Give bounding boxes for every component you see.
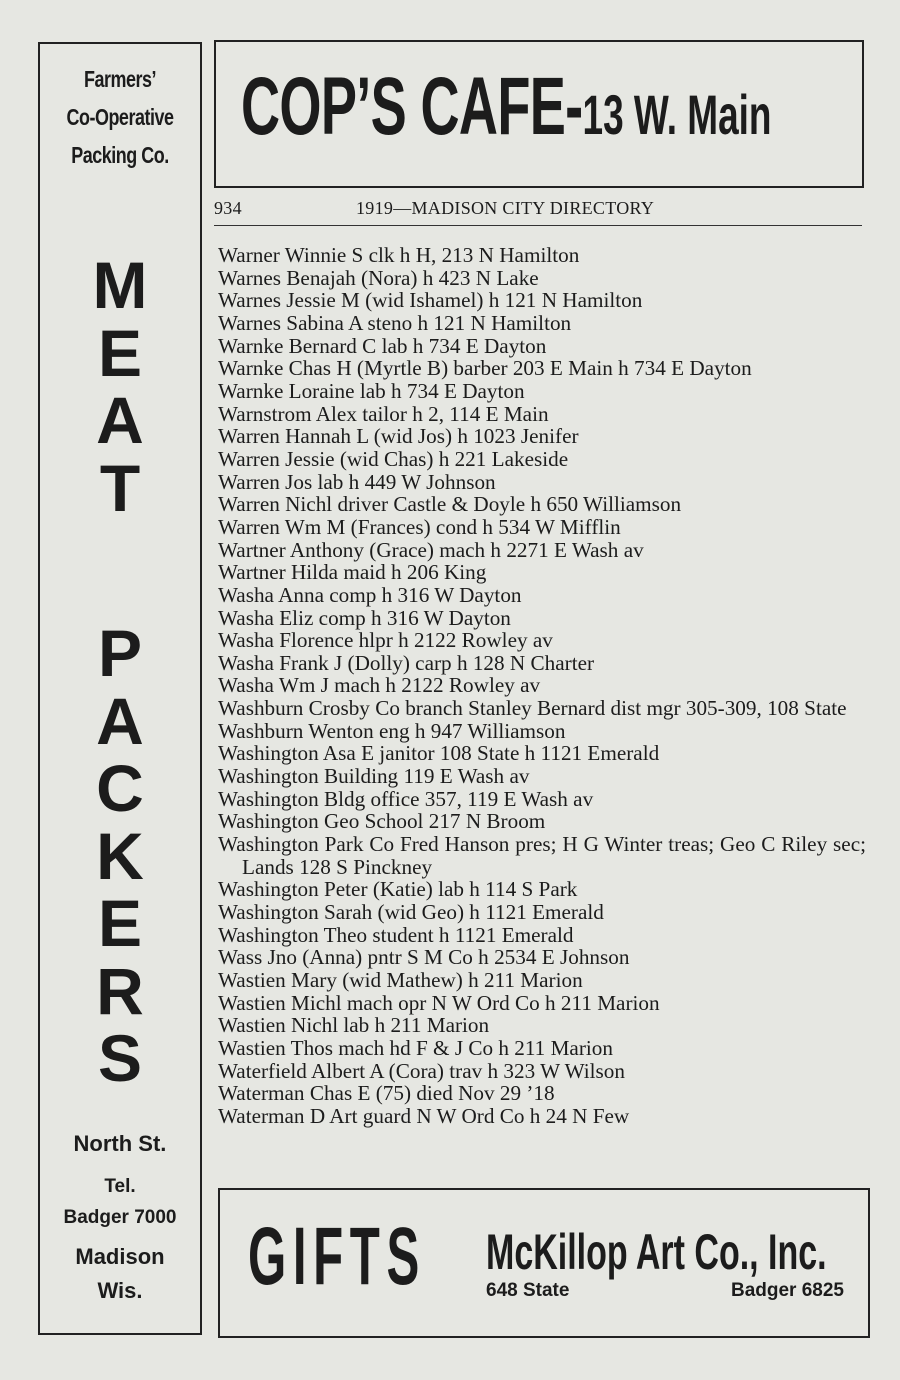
directory-entry: Washington Theo student h 1121 Emerald (218, 922, 574, 947)
directory-entry: Washington Sarah (wid Geo) h 1121 Emerald (218, 900, 604, 925)
directory-entry: Wastien Michl mach opr N W Ord Co h 211 Marion (218, 990, 660, 1015)
packing-company-name (58, 60, 183, 174)
ad-letter: R (96, 953, 144, 1028)
directory-entry: Washington Peter (Katie) lab h 114 S Park (218, 877, 578, 902)
directory-entry: Warren Jessie (wid Chas) h 221 Lakeside (218, 446, 569, 471)
company-line: Co-Operative (66, 104, 174, 130)
ad-letter: P (97, 616, 143, 690)
directory-entry: Washburn Crosby Co branch Stanley Bernard dist mgr 305-309, 108 State (218, 696, 847, 721)
cafe-address: 13 W. Main (582, 83, 772, 146)
sidebar-ad (38, 42, 202, 1335)
sidebar-tel-label: Tel. (104, 1176, 136, 1197)
directory-entry: Washington Park Co Fred Hanson pres; H G Winter treas; Geo C Riley sec; Lands 128 S Pinckney (218, 832, 866, 879)
directory-entry: Warner Winnie S clk h H, 213 N Hamilton (218, 243, 580, 267)
gifts-ad (218, 1188, 870, 1338)
page-header (214, 198, 862, 226)
directory-entry: Warnes Benajah (Nora) h 423 N Lake (218, 265, 539, 290)
sidebar-tel-number: Badger 7000 (63, 1207, 177, 1228)
directory-entry: Washa Wm J mach h 2122 Rowley av (218, 673, 541, 698)
directory-entry: Washington Bldg office 357, 119 E Wash av (218, 786, 594, 811)
ad-letter: E (97, 886, 143, 960)
ad-letter: E (97, 315, 143, 390)
directory-entry: Washington Asa E janitor 108 State h 1121 Emerald (218, 741, 660, 766)
ad-letter: T (99, 450, 141, 525)
company-line: Farmers’ (83, 66, 157, 92)
directory-entry: Wartner Anthony (Grace) mach h 2271 E Wash av (218, 537, 644, 562)
directory-entry: Wartner Hilda maid h 206 King (218, 560, 487, 585)
vertical-word-packers (40, 616, 200, 1095)
running-head: 1919—MADISON CITY DIRECTORY (356, 198, 655, 218)
directory-entry: Waterman Chas E (75) died Nov 29 ’18 (218, 1081, 555, 1106)
art-company-address: 648 State (486, 1280, 570, 1301)
cafe-ad-line (241, 60, 771, 154)
directory-entry: Waterman D Art guard N W Ord Co h 24 N Few (218, 1103, 630, 1128)
directory-entry: Warnke Chas H (Myrtle B) barber 203 E Main h 734 E Dayton (218, 356, 752, 381)
cafe-name: COP’S CAFE- (241, 61, 583, 152)
directory-entry: Washington Geo School 217 N Broom (218, 809, 546, 834)
art-company-name: McKillop Art Co., Inc. (486, 1224, 827, 1280)
directory-entry: Warren Hannah L (wid Jos) h 1023 Jenifer (218, 424, 579, 449)
directory-entry: Washa Florence hlpr h 2122 Rowley av (218, 628, 553, 653)
directory-entry: Wastien Thos mach hd F & J Co h 211 Marion (218, 1035, 613, 1060)
directory-entry: Washa Eliz comp h 316 W Dayton (218, 605, 511, 630)
directory-entry: Warren Jos lab h 449 W Johnson (218, 469, 496, 494)
directory-entry: Washburn Wenton eng h 947 Williamson (218, 718, 566, 743)
directory-entry: Waterfield Albert A (Cora) trav h 323 W Wilson (218, 1058, 625, 1083)
sidebar-city: Madison (75, 1244, 165, 1269)
sidebar-contact (40, 1124, 200, 1308)
vertical-word-meat (40, 248, 200, 525)
sidebar-street: North St. (73, 1131, 167, 1156)
directory-entry: Washa Frank J (Dolly) carp h 128 N Charter (218, 650, 595, 675)
directory-entry: Washa Anna comp h 316 W Dayton (218, 582, 522, 607)
sidebar-state: Wis. (97, 1278, 143, 1303)
ad-letter: A (96, 683, 144, 758)
directory-entry: Wastien Mary (wid Mathew) h 211 Marion (218, 968, 583, 992)
ad-letter: A (96, 383, 144, 457)
directory-entry: Wastien Nichl lab h 211 Marion (218, 1013, 490, 1038)
directory-entry: Warren Wm M (Frances) cond h 534 W Mifflin (218, 514, 621, 539)
directory-entry: Warnke Bernard C lab h 734 E Dayton (218, 333, 547, 358)
ad-letter: K (96, 818, 144, 893)
ad-letter: C (96, 751, 144, 825)
directory-entry: Warren Nichl driver Castle & Doyle h 650 Williamson (218, 492, 682, 517)
page-number: 934 (214, 198, 242, 218)
directory-entry: Warnes Sabina A steno h 121 N Hamilton (218, 310, 572, 335)
cafe-ad (214, 40, 864, 188)
directory-entry: Warnke Loraine lab h 734 E Dayton (218, 378, 525, 403)
directory-entry: Wass Jno (Anna) pntr S M Co h 2534 E Johnson (218, 945, 630, 970)
gifts-headline: GIFTS (248, 1211, 426, 1302)
ad-letter: M (92, 248, 148, 322)
company-line: Packing Co. (71, 142, 169, 168)
directory-entry: Washington Building 119 E Wash av (218, 764, 530, 789)
directory-entries (218, 244, 866, 1128)
art-company-phone: Badger 6825 (730, 1280, 844, 1301)
directory-entry: Warnes Jessie M (wid Ishamel) h 121 N Hamilton (218, 288, 643, 313)
directory-entry: Warnstrom Alex tailor h 2, 114 E Main (218, 401, 549, 426)
ad-letter: S (97, 1021, 143, 1095)
